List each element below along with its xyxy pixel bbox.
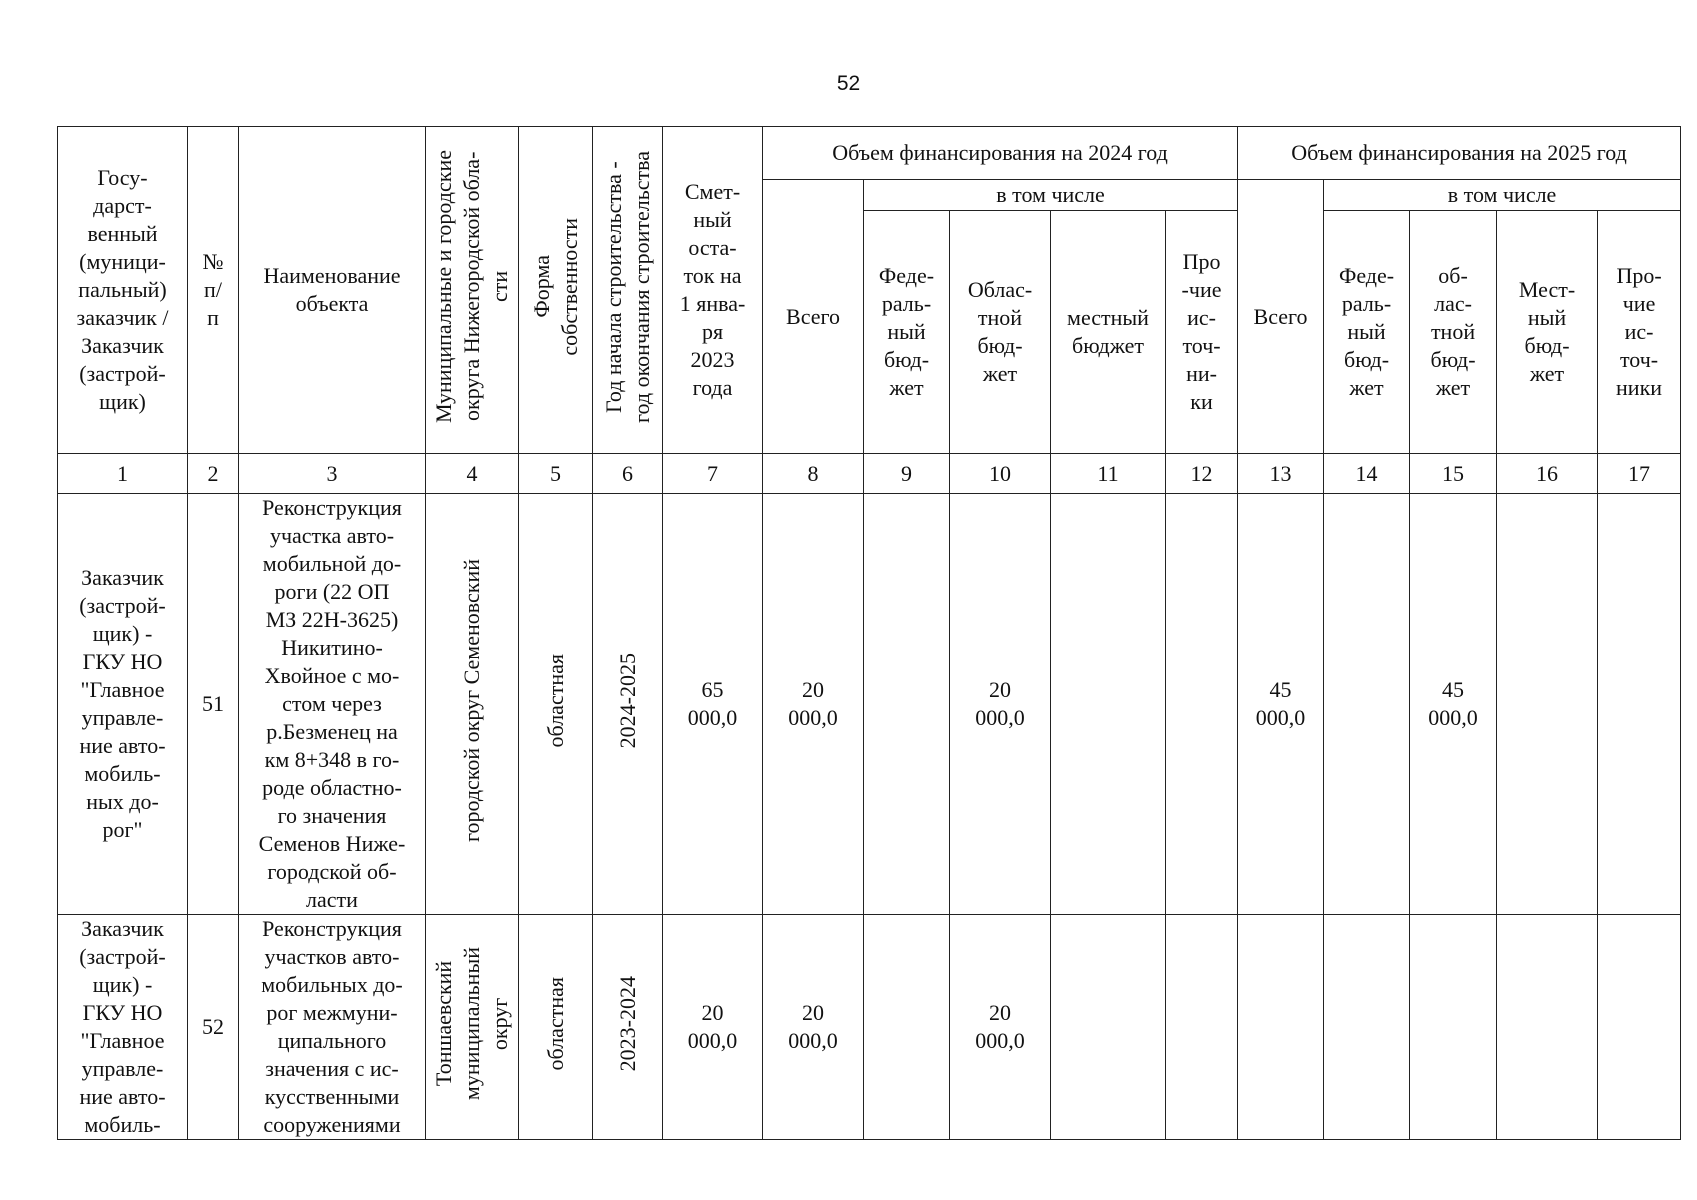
column-number: 2 — [188, 454, 239, 494]
row-district: Тоншаевский муниципальный округ — [426, 915, 519, 1140]
column-number: 8 — [763, 454, 864, 494]
header-local-2024: местный бюджет — [1051, 211, 1166, 454]
header-object-name: Наименование объекта — [239, 127, 426, 454]
header-including-2024: в том числе — [864, 180, 1238, 211]
column-number: 1 — [58, 454, 188, 494]
header-total-2024: Всего — [763, 180, 864, 454]
column-number-row — [58, 454, 1681, 494]
column-number: 10 — [950, 454, 1051, 494]
row-remainder: 20 000,0 — [663, 915, 763, 1140]
row-federal-2024 — [864, 915, 950, 1140]
row-local-2024 — [1051, 494, 1166, 915]
column-number: 17 — [1598, 454, 1681, 494]
row-regional-2024: 20 000,0 — [950, 915, 1051, 1140]
header-financing-2025: Объем финансирования на 2025 год — [1238, 127, 1681, 180]
header-district: Муниципальные и городские округа Нижегородской обла- сти — [426, 127, 519, 454]
header-remainder: Смет- ный оста- ток на 1 янва- ря 2023 года — [663, 127, 763, 454]
column-number: 9 — [864, 454, 950, 494]
header-number: № п/ п — [188, 127, 239, 454]
column-number: 12 — [1166, 454, 1238, 494]
row-object-name: Реконструкция участка авто- мобильной до- роги (22 ОП МЗ 22Н-3625) Никитино- Хвойное с мо- стом через р.Безменец на км 8+348 в го- роде областно- го значения Семенов Ниже- городской об- ласти — [239, 494, 426, 915]
row-years: 2024-2025 — [593, 494, 663, 915]
header-years: Год начала строительства - год окончания строительства — [593, 127, 663, 454]
row-local-2025 — [1497, 494, 1598, 915]
table-row — [58, 494, 1681, 915]
header-other-2025: Про- чие ис- точ- ники — [1598, 211, 1681, 454]
row-number: 51 — [188, 494, 239, 915]
header-ownership: Форма собственности — [519, 127, 593, 454]
header-other-2024: Про -чие ис- точ- ни- ки — [1166, 211, 1238, 454]
row-years: 2023-2024 — [593, 915, 663, 1140]
column-number: 4 — [426, 454, 519, 494]
column-number: 6 — [593, 454, 663, 494]
header-customer: Госу- дарст- венный (муници- пальный) заказчик / Заказчик (застрой- щик) — [58, 127, 188, 454]
row-regional-2025 — [1410, 915, 1497, 1140]
row-remainder: 65 000,0 — [663, 494, 763, 915]
row-regional-2024: 20 000,0 — [950, 494, 1051, 915]
column-number: 16 — [1497, 454, 1598, 494]
row-ownership: областная — [519, 494, 593, 915]
table-row — [58, 915, 1681, 1140]
row-customer: Заказчик (застрой- щик) - ГКУ НО "Главное управле- ние авто- мобиль- — [58, 915, 188, 1140]
row-federal-2025 — [1324, 494, 1410, 915]
row-local-2025 — [1497, 915, 1598, 1140]
row-federal-2024 — [864, 494, 950, 915]
row-local-2024 — [1051, 915, 1166, 1140]
header-regional-2024: Облас- тной бюд- жет — [950, 211, 1051, 454]
column-number: 3 — [239, 454, 426, 494]
header-regional-2025: об- лас- тной бюд- жет — [1410, 211, 1497, 454]
row-object-name: Реконструкция участков авто- мобильных до- рог межмуни- ципального значения с ис- кусственными сооружениями — [239, 915, 426, 1140]
header-federal-2025: Феде- раль- ный бюд- жет — [1324, 211, 1410, 454]
column-number: 5 — [519, 454, 593, 494]
row-district: городской округ Семеновский — [426, 494, 519, 915]
row-customer: Заказчик (застрой- щик) - ГКУ НО "Главное управле- ние авто- мобиль- ных до- рог" — [58, 494, 188, 915]
row-ownership: областная — [519, 915, 593, 1140]
header-financing-2024: Объем финансирования на 2024 год — [763, 127, 1238, 180]
row-total-2025: 45 000,0 — [1238, 494, 1324, 915]
row-regional-2025: 45 000,0 — [1410, 494, 1497, 915]
row-number: 52 — [188, 915, 239, 1140]
header-federal-2024: Феде- раль- ный бюд- жет — [864, 211, 950, 454]
row-total-2024: 20 000,0 — [763, 915, 864, 1140]
page-number: 52 — [836, 72, 861, 95]
row-other-2025 — [1598, 494, 1681, 915]
header-row-1 — [58, 127, 1681, 180]
column-number: 14 — [1324, 454, 1410, 494]
row-other-2025 — [1598, 915, 1681, 1140]
row-other-2024 — [1166, 915, 1238, 1140]
header-local-2025: Мест- ный бюд- жет — [1497, 211, 1598, 454]
column-number: 13 — [1238, 454, 1324, 494]
row-other-2024 — [1166, 494, 1238, 915]
header-total-2025: Всего — [1238, 180, 1324, 454]
column-number: 7 — [663, 454, 763, 494]
row-total-2024: 20 000,0 — [763, 494, 864, 915]
row-total-2025 — [1238, 915, 1324, 1140]
header-including-2025: в том числе — [1324, 180, 1681, 211]
column-number: 15 — [1410, 454, 1497, 494]
column-number: 11 — [1051, 454, 1166, 494]
financing-table — [57, 126, 1681, 1140]
row-federal-2025 — [1324, 915, 1410, 1140]
